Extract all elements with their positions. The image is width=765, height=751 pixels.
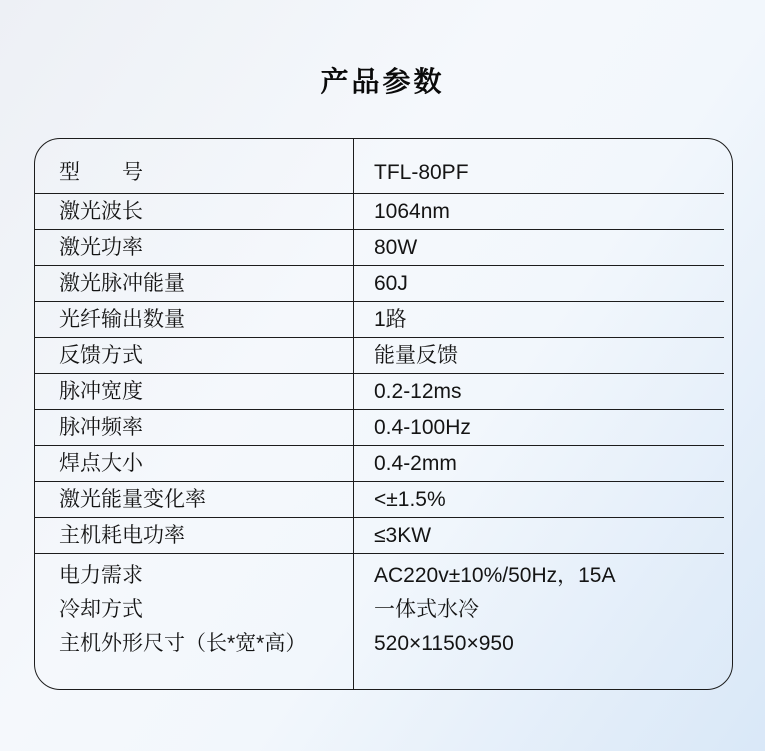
spec-value-pulse-frequency: 0.4-100Hz <box>353 410 724 445</box>
spec-label-dimensions: 主机外形尺寸（长*宽*高） <box>59 632 307 655</box>
page-title: 产品参数 <box>320 66 445 97</box>
spec-row-pulse-frequency <box>35 410 724 446</box>
spec-value-consumption: ≤3KW <box>353 518 724 553</box>
spec-label-power: 激光功率 <box>59 236 143 259</box>
spec-value-fiber-outputs: 1路 <box>353 302 724 337</box>
spec-value-power: 80W <box>353 230 724 265</box>
spec-value-dimensions: 520×1150×950 <box>374 632 514 655</box>
spec-group-labels <box>35 554 353 689</box>
spec-label-consumption: 主机耗电功率 <box>59 524 185 547</box>
spec-row-model <box>35 139 724 194</box>
spec-value-spot-size: 0.4-2mm <box>353 446 724 481</box>
spec-value-wavelength: 1064nm <box>353 194 724 229</box>
spec-value-pulse-width: 0.2-12ms <box>353 374 724 409</box>
spec-row-pulse-width <box>35 374 724 410</box>
spec-row-pulse-energy <box>35 266 724 302</box>
spec-label-pulse-width: 脉冲宽度 <box>59 380 143 403</box>
spec-group-values <box>353 554 732 689</box>
spec-row-power <box>35 230 724 266</box>
spec-label-pulse-frequency: 脉冲频率 <box>59 416 143 439</box>
spec-value-feedback: 能量反馈 <box>353 338 724 373</box>
spec-row-fiber-outputs <box>35 302 724 338</box>
spec-label-energy-variation: 激光能量变化率 <box>59 488 206 511</box>
spec-value-cooling: 一体式水冷 <box>374 598 479 621</box>
spec-label-fiber-outputs: 光纤输出数量 <box>59 308 185 331</box>
product-spec-table <box>34 138 733 690</box>
spec-value-pulse-energy: 60J <box>353 266 724 301</box>
spec-row-consumption <box>35 518 724 554</box>
spec-row-energy-variation <box>35 482 724 518</box>
spec-label-wavelength: 激光波长 <box>59 200 143 223</box>
spec-row-spot-size <box>35 446 724 482</box>
spec-label-model: 型 号 <box>59 160 143 184</box>
spec-row-feedback <box>35 338 724 374</box>
spec-label-cooling: 冷却方式 <box>59 598 143 621</box>
spec-label-spot-size: 焊点大小 <box>59 452 143 475</box>
spec-row-group <box>35 554 732 689</box>
spec-value-energy-variation: <±1.5% <box>353 482 724 517</box>
spec-value-power-requirement: AC220v±10%/50Hz，15A <box>374 564 616 587</box>
spec-label-feedback: 反馈方式 <box>59 344 143 367</box>
spec-label-power-requirement: 电力需求 <box>59 564 143 587</box>
spec-value-model: TFL-80PF <box>353 139 724 193</box>
spec-row-wavelength <box>35 194 724 230</box>
spec-label-pulse-energy: 激光脉冲能量 <box>59 272 185 295</box>
